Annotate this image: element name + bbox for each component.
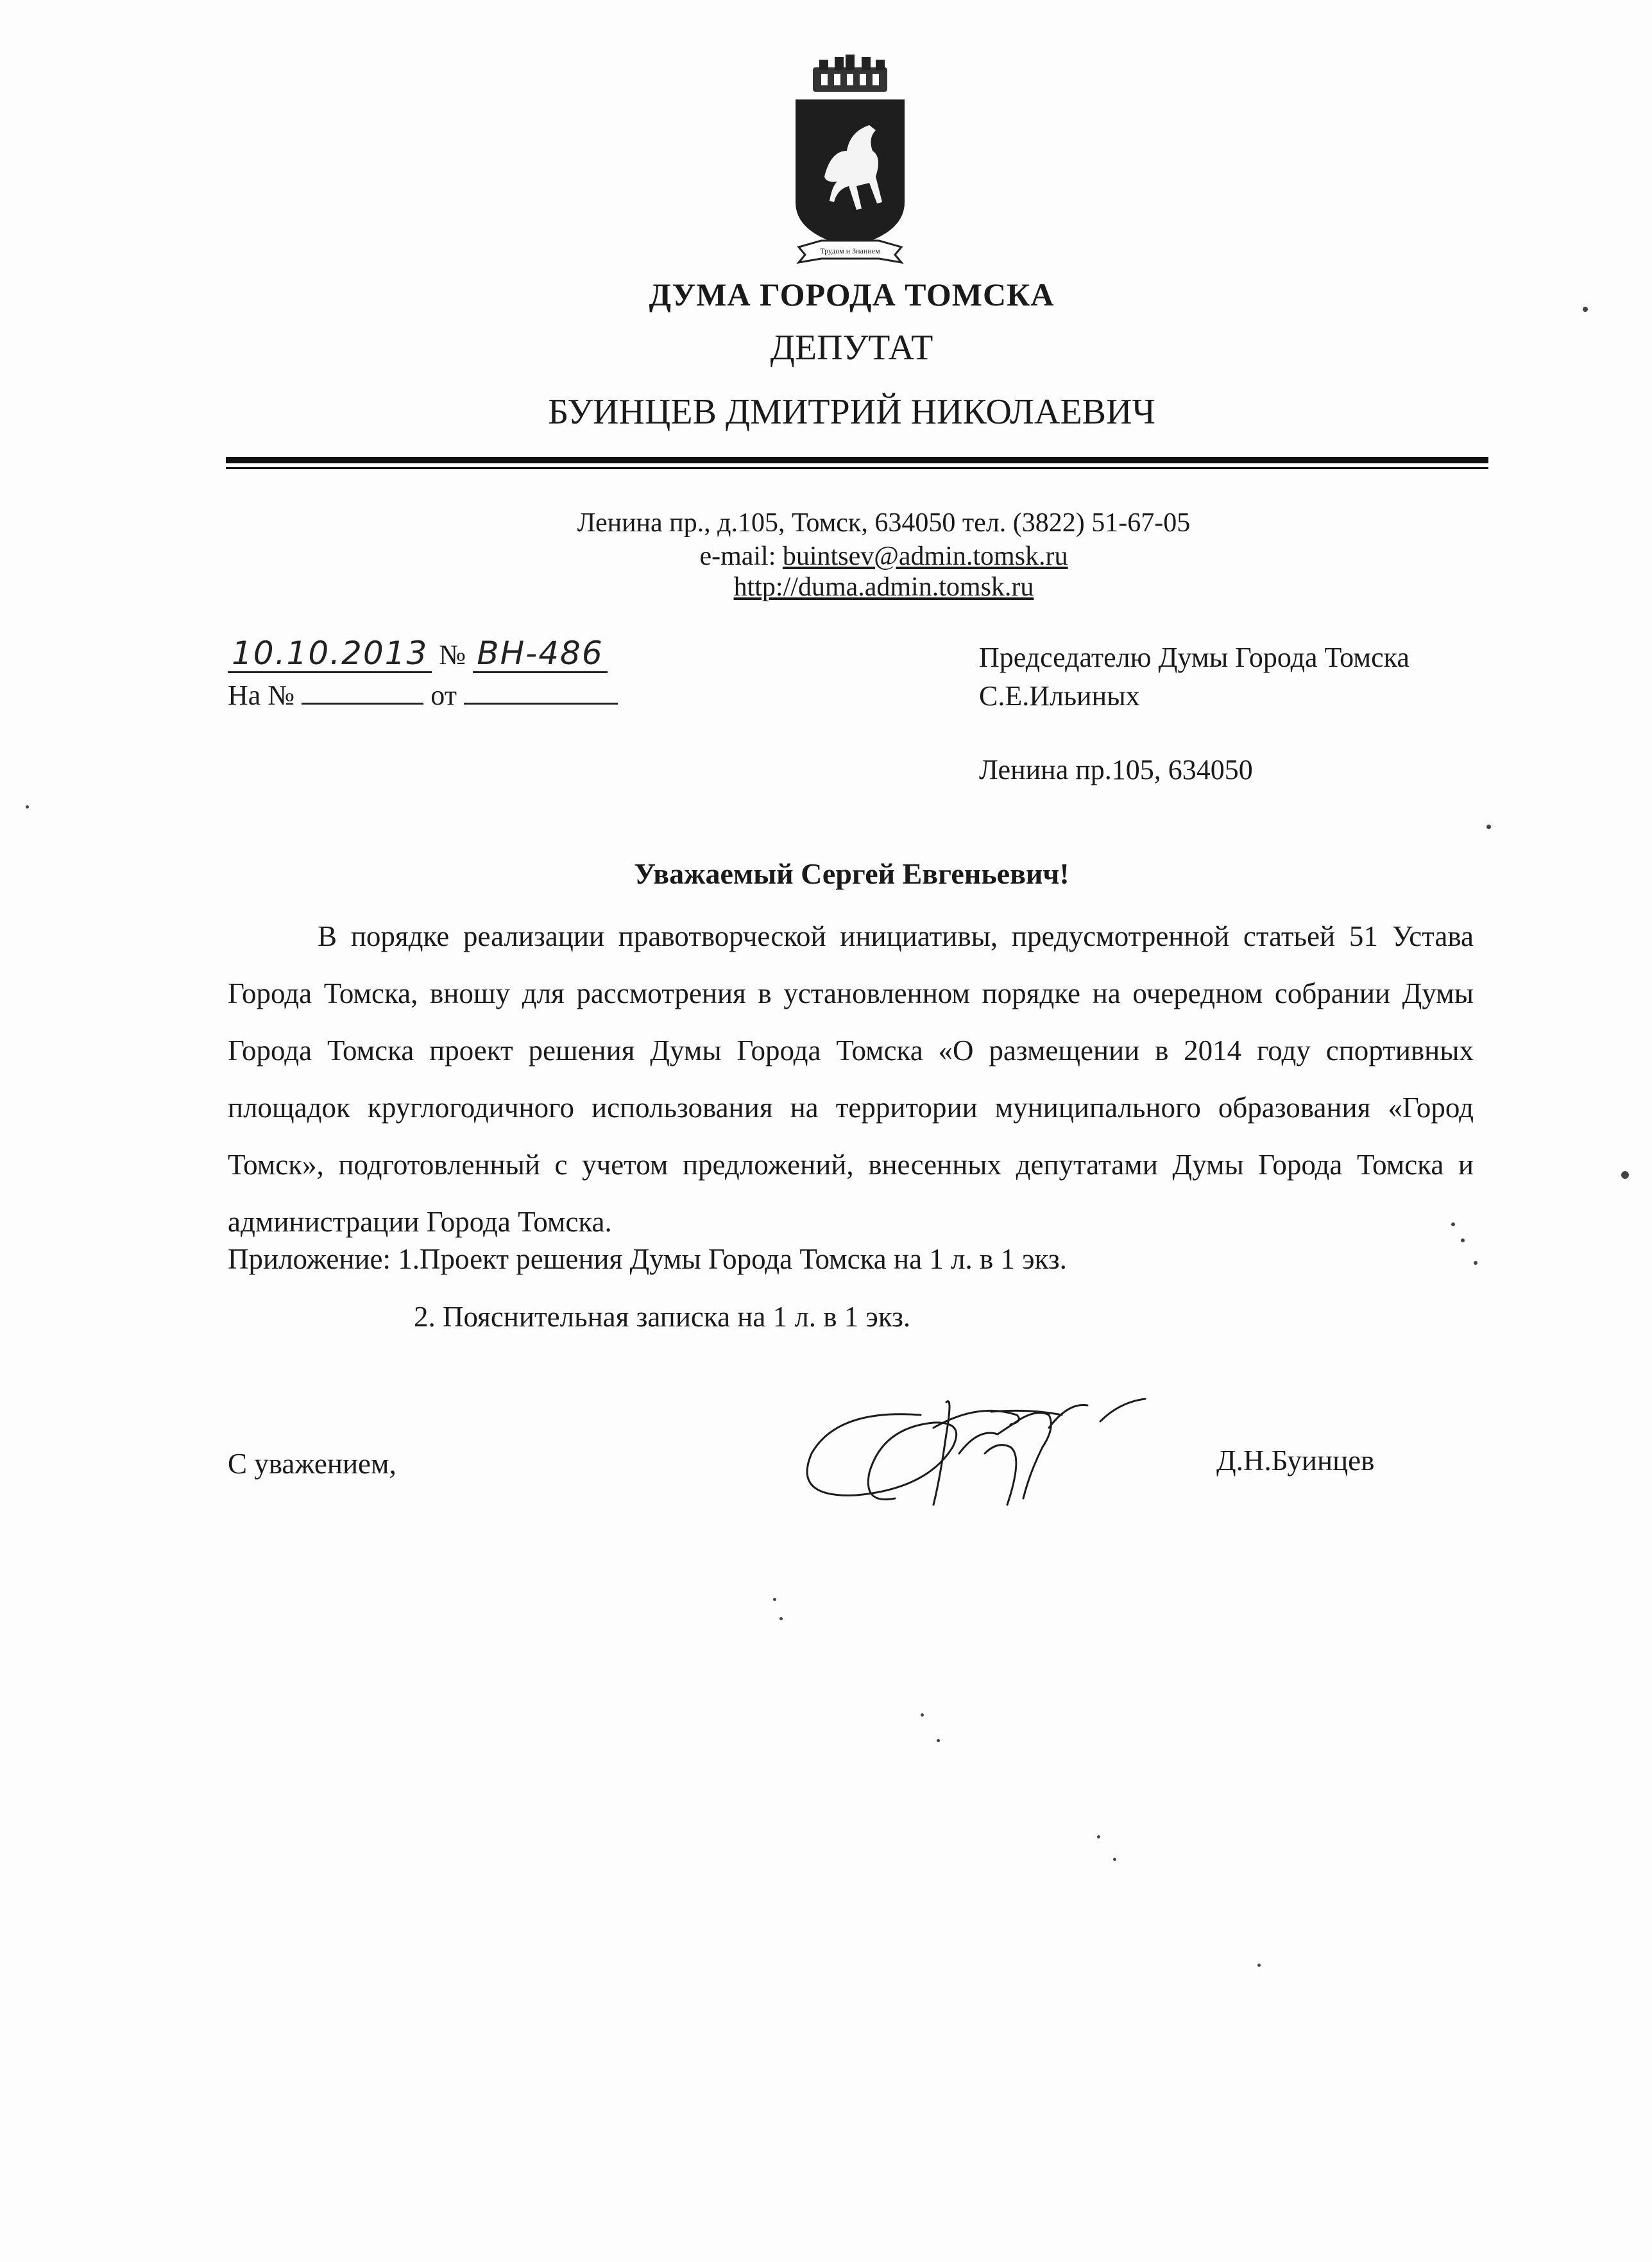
letter-body: В порядке реализации правотворческой инициативы, предусмотренной статьей 51 Устава Города Томска, вношу для рассмотрения в установленном порядке на очередном собрании Думы Города Томска проект решения Думы Города Томска «О размещении в 2014 году спортивных площадок круглогодичного использования на территории муниципального образования «Город Томск», подготовленный с учетом предложений, внесенных депутатами Думы Города Томска и администрации Города Томска. [228, 920, 1474, 1238]
contact-address: Ленина пр., д.105, Томск, 634050 тел. (3822) 51-67-05 [577, 508, 1191, 538]
reply-number-blank [302, 677, 423, 705]
website-link[interactable]: http://duma.admin.tomsk.ru [733, 572, 1034, 602]
scan-speck [773, 1598, 776, 1601]
scan-speck [1583, 307, 1588, 312]
addressee-name: С.Е.Ильиных [979, 680, 1140, 712]
attachment-1: Приложение: 1.Проект решения Думы Города Томска на 1 л. в 1 экз. [228, 1243, 1067, 1275]
signer-name: Д.Н.Буинцев [1216, 1444, 1375, 1477]
attachment-2: 2. Пояснительная записка на 1 л. в 1 экз. [414, 1301, 911, 1333]
registration-number: ВН-486 [473, 635, 607, 673]
scan-speck [1486, 825, 1491, 829]
header-divider-thick [226, 457, 1488, 463]
scan-speck [937, 1739, 940, 1742]
scan-speck [921, 1713, 924, 1717]
scan-speck [1474, 1261, 1477, 1265]
email-label: e-mail: [699, 542, 783, 571]
scan-speck [779, 1617, 783, 1620]
email-link[interactable]: buintsev@admin.tomsk.ru [782, 542, 1068, 571]
reply-reference [228, 677, 618, 714]
scan-speck [1621, 1171, 1629, 1179]
tomsk-coat-of-arms-icon [786, 55, 914, 276]
scan-speck [1257, 1964, 1261, 1967]
role-title: ДЕПУТАТ [770, 328, 933, 368]
addressee-address: Ленина пр.105, 634050 [979, 754, 1253, 785]
header-divider-thin [226, 467, 1488, 469]
deputy-name: БУИНЦЕВ ДМИТРИЙ НИКОЛАЕВИЧ [548, 392, 1155, 432]
scan-speck [1097, 1835, 1100, 1838]
reply-date-blank [464, 677, 618, 705]
scan-speck [1113, 1858, 1116, 1861]
scan-speck [1461, 1238, 1465, 1242]
from-label: от [430, 680, 457, 711]
organization-title: ДУМА ГОРОДА ТОМСКА [649, 277, 1055, 313]
outgoing-registration [228, 635, 608, 673]
scan-speck [26, 805, 29, 809]
contact-website-line [58, 571, 1652, 603]
number-label: № [439, 639, 466, 671]
addressee-position: Председателю Думы Города Томска [979, 642, 1409, 673]
emblem-motto: Трудом и Знанием [820, 246, 880, 255]
signature-icon [786, 1376, 1184, 1524]
scan-speck [1451, 1222, 1455, 1226]
closing-phrase: С уважением, [228, 1448, 396, 1480]
salutation: Уважаемый Сергей Евгеньевич! [634, 857, 1069, 890]
registration-date: 10.10.2013 [228, 635, 432, 673]
reply-to-label: На № [228, 680, 295, 711]
contact-email-line [58, 540, 1652, 572]
